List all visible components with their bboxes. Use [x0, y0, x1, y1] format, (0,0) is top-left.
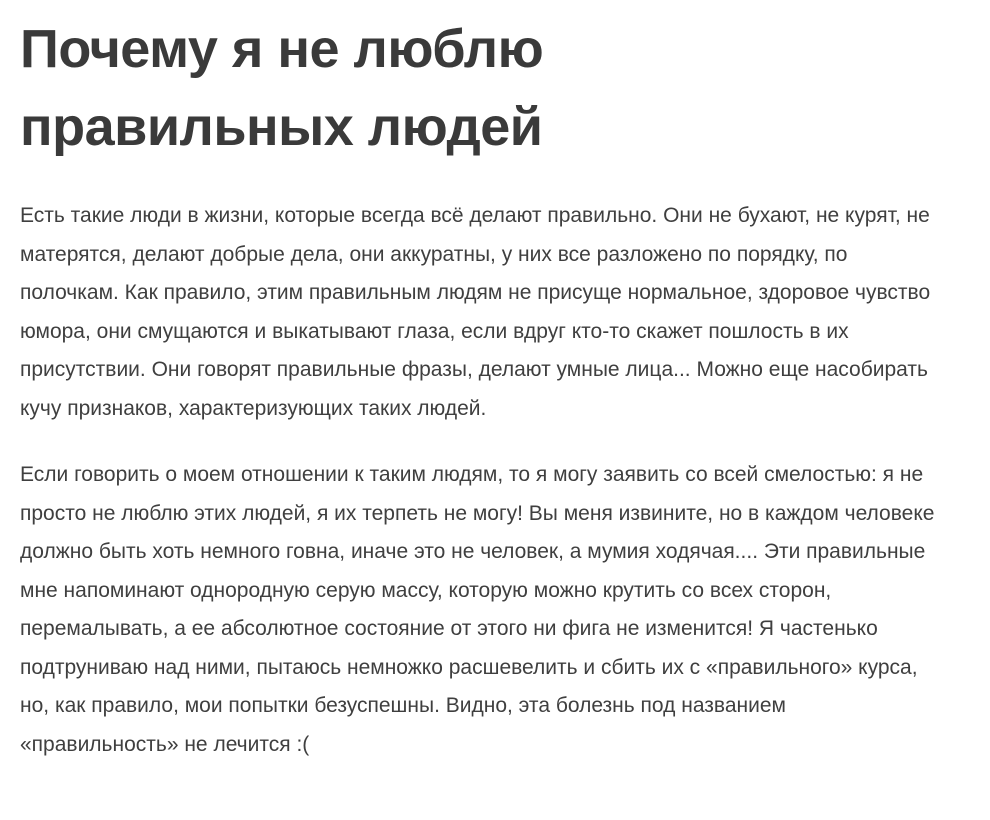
- article-paragraph-2: Если говорить о моем отношении к таким людям, то я могу заявить со всей смелостью: я не просто не люблю этих людей, я их терпеть не могу! Вы меня извините, но в каждом человеке должно быть хоть немного говна, иначе это не человек, а мумия ходячая.... Эти правильные мне напоминают однородную серую массу, которую можно крутить со всех сторон, перемалывать, а ее абсолютное состояние от этого ни фига не изменится! Я частенько подтруниваю над ними, пытаюсь немножко расшевелить и сбить их с «правильного» курса, но, как правило, мои попытки безуспешны. Видно, эта болезнь под названием «правильность» не лечится :(: [20, 463, 935, 756]
- article-title: Почему я не люблю правильных людей: [20, 19, 544, 157]
- article-paragraph-1: Есть такие люди в жизни, которые всегда всё делают правильно. Они не бухают, не курят, не матерятся, делают добрые дела, они аккуратны, у них все разложено по порядку, по полочкам. Как правило, этим правильным людям не присуще нормальное, здоровое чувство юмора, они смущаются и выкатывают глаза, если вдруг кто-то скажет пошлость в их присутствии. Они говорят правильные фразы, делают умные лица... Можно еще насобирать кучу признаков, характеризующих таких людей.: [20, 204, 931, 420]
